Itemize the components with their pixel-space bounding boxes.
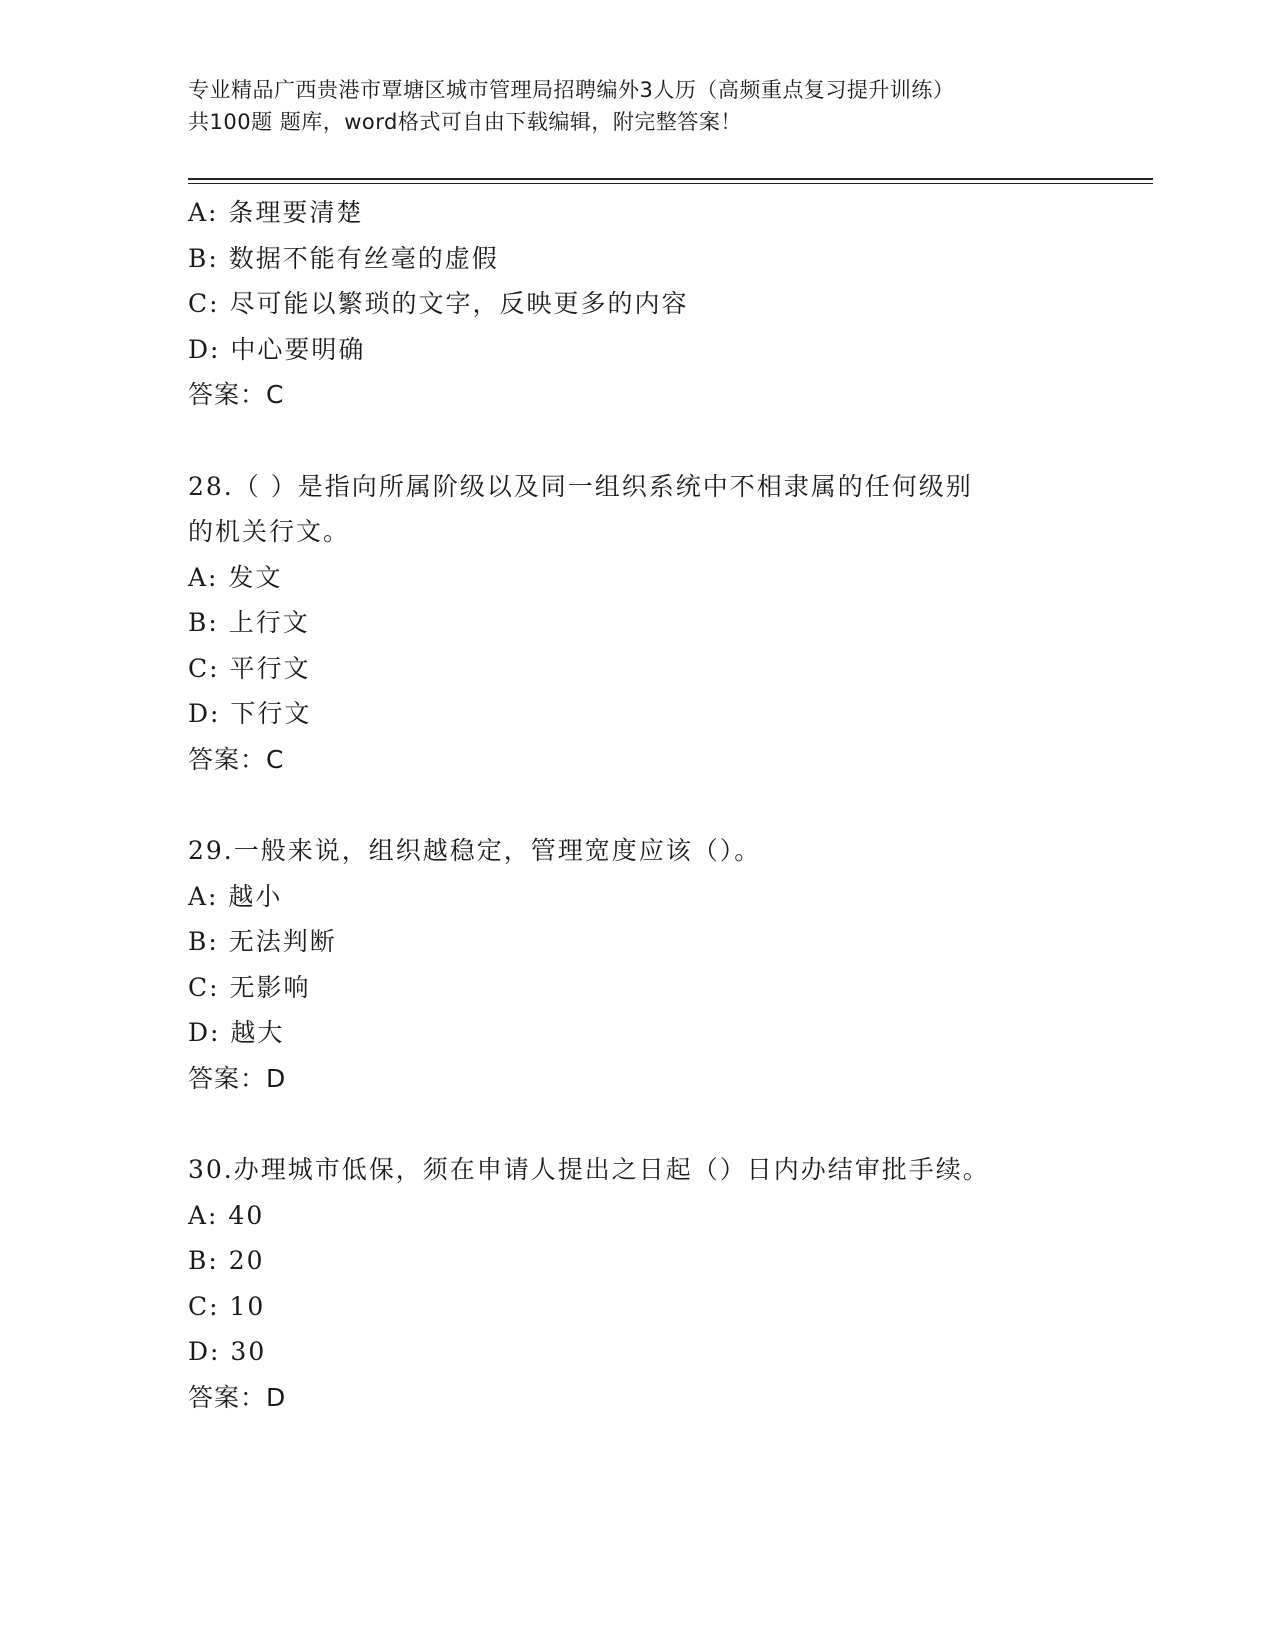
header-divider-thin — [188, 183, 1153, 184]
option-a: A: 发文 — [188, 562, 283, 592]
question-30 — [188, 1147, 1108, 1420]
option-d: D: 越大 — [188, 1018, 285, 1047]
option-b: B: 无法判断 — [188, 927, 337, 956]
option-c: C: 10 — [188, 1291, 266, 1321]
option-b: B: 数据不能有丝毫的虚假 — [188, 243, 499, 273]
option-c: C: 尽可能以繁琐的文字，反映更多的内容 — [188, 289, 689, 318]
header-title-line-1: 专业精品广西贵港市覃塘区城市管理局招聘编外3人历（高频重点复习提升训练） — [188, 78, 955, 102]
option-d: D: 30 — [188, 1337, 267, 1366]
answer-label: 答案：C — [188, 744, 285, 774]
question-spacer — [188, 418, 1108, 464]
header-title-line-2: 共100题 题库，word格式可自由下载编辑，附完整答案！ — [188, 110, 742, 134]
question-spacer — [188, 1101, 1108, 1147]
question-stem: 30.办理城市低保，须在申请人提出之日起（）日内办结审批手续。 — [188, 1155, 990, 1184]
option-a: A: 40 — [188, 1200, 265, 1230]
option-b: B: 上行文 — [188, 608, 310, 637]
option-d: D: 下行文 — [188, 699, 312, 728]
option-c: C: 平行文 — [188, 653, 311, 683]
question-spacer — [188, 782, 1108, 828]
answer-label: 答案：D — [188, 1063, 287, 1093]
document-body — [188, 190, 1108, 1420]
answer-label: 答案：C — [188, 380, 285, 409]
question-stem: 29.一般来说，组织越稳定，管理宽度应该（）。 — [188, 836, 762, 865]
option-a: A: 越小 — [188, 881, 283, 911]
option-d: D: 中心要明确 — [188, 334, 366, 364]
question-stem-continued: 的机关行文。 — [188, 517, 351, 546]
document-header — [188, 74, 1088, 138]
question-28 — [188, 464, 1108, 783]
question-29 — [188, 828, 1108, 1101]
option-a: A: 条理要清楚 — [188, 198, 364, 227]
option-b: B: 20 — [188, 1246, 265, 1275]
option-c: C: 无影响 — [188, 972, 311, 1002]
header-divider-thick — [188, 178, 1153, 180]
question-27-continued — [188, 190, 1108, 418]
question-stem: 28.（ ）是指向所属阶级以及同一组织系统中不相隶属的任何级别 — [188, 471, 973, 501]
answer-label: 答案：D — [188, 1382, 287, 1412]
